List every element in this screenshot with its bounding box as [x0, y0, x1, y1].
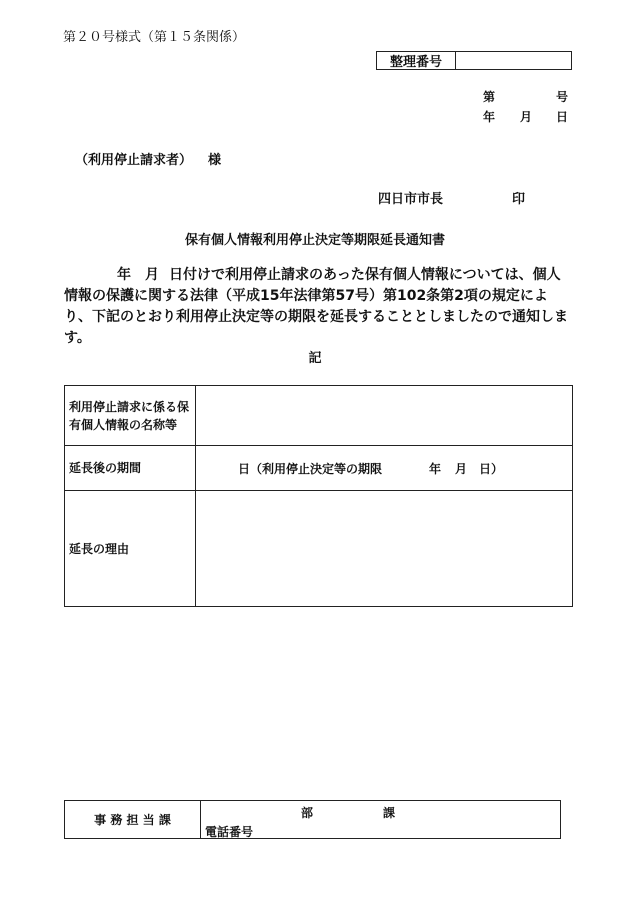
sender-name: 四日市市長 [378, 192, 444, 207]
period-month: 月 [455, 461, 468, 476]
footer-dept: 部 [301, 806, 314, 820]
seiri-label: 整理番号 [377, 52, 456, 69]
document-title: 保有個人情報利用停止決定等期限延長通知書 [184, 233, 445, 248]
row-label-reason: 延長の理由 [65, 491, 196, 607]
seiri-number-box [376, 51, 572, 70]
reason-field[interactable] [196, 491, 573, 607]
seiri-value-field[interactable] [456, 52, 571, 69]
addressee-honorific: 様 [208, 153, 222, 168]
period-day-text: 日（利用停止決定等の期限 [238, 461, 383, 476]
date-month: 月 [520, 110, 533, 124]
extension-period-field[interactable] [196, 446, 573, 491]
footer-dept-cell[interactable] [201, 801, 561, 839]
doc-no-prefix: 第 [483, 90, 496, 104]
info-name-field[interactable] [196, 386, 573, 446]
row-label-extension-period: 延長後の期間 [65, 446, 196, 491]
table-row [65, 446, 573, 491]
period-year: 年 [429, 461, 442, 476]
body-year: 年 [117, 267, 131, 283]
table-row [65, 386, 573, 446]
footer-phone-label: 電話番号 [205, 825, 254, 839]
row-label-info-name: 利用停止請求に係る保有個人情報の名称等 [65, 386, 196, 446]
body-month: 月 [145, 267, 159, 283]
ki-heading: 記 [308, 351, 322, 366]
addressee-name: （利用停止請求者） [75, 153, 193, 168]
table-row [65, 491, 573, 607]
body-text: 日付けで利用停止請求のあった保有個人情報については、個人情報の保護に関する法律（平成15年法律第57号）第102条第2項の規定により、下記のとおり利用停止決定等の期限を延長することとしましたので通知します。 [64, 267, 568, 346]
footer-table [64, 800, 561, 839]
footer-section: 課 [383, 806, 396, 820]
doc-no-suffix: 号 [556, 90, 569, 104]
period-end: 日） [479, 461, 504, 476]
date-day: 日 [556, 110, 569, 124]
seal-mark: 印 [512, 192, 526, 207]
date-year: 年 [483, 110, 496, 124]
footer-label: 事 務 担 当 課 [65, 801, 201, 839]
detail-table [64, 385, 573, 607]
form-number: 第２０号様式（第１５条関係） [63, 30, 246, 45]
body-paragraph [64, 265, 574, 349]
